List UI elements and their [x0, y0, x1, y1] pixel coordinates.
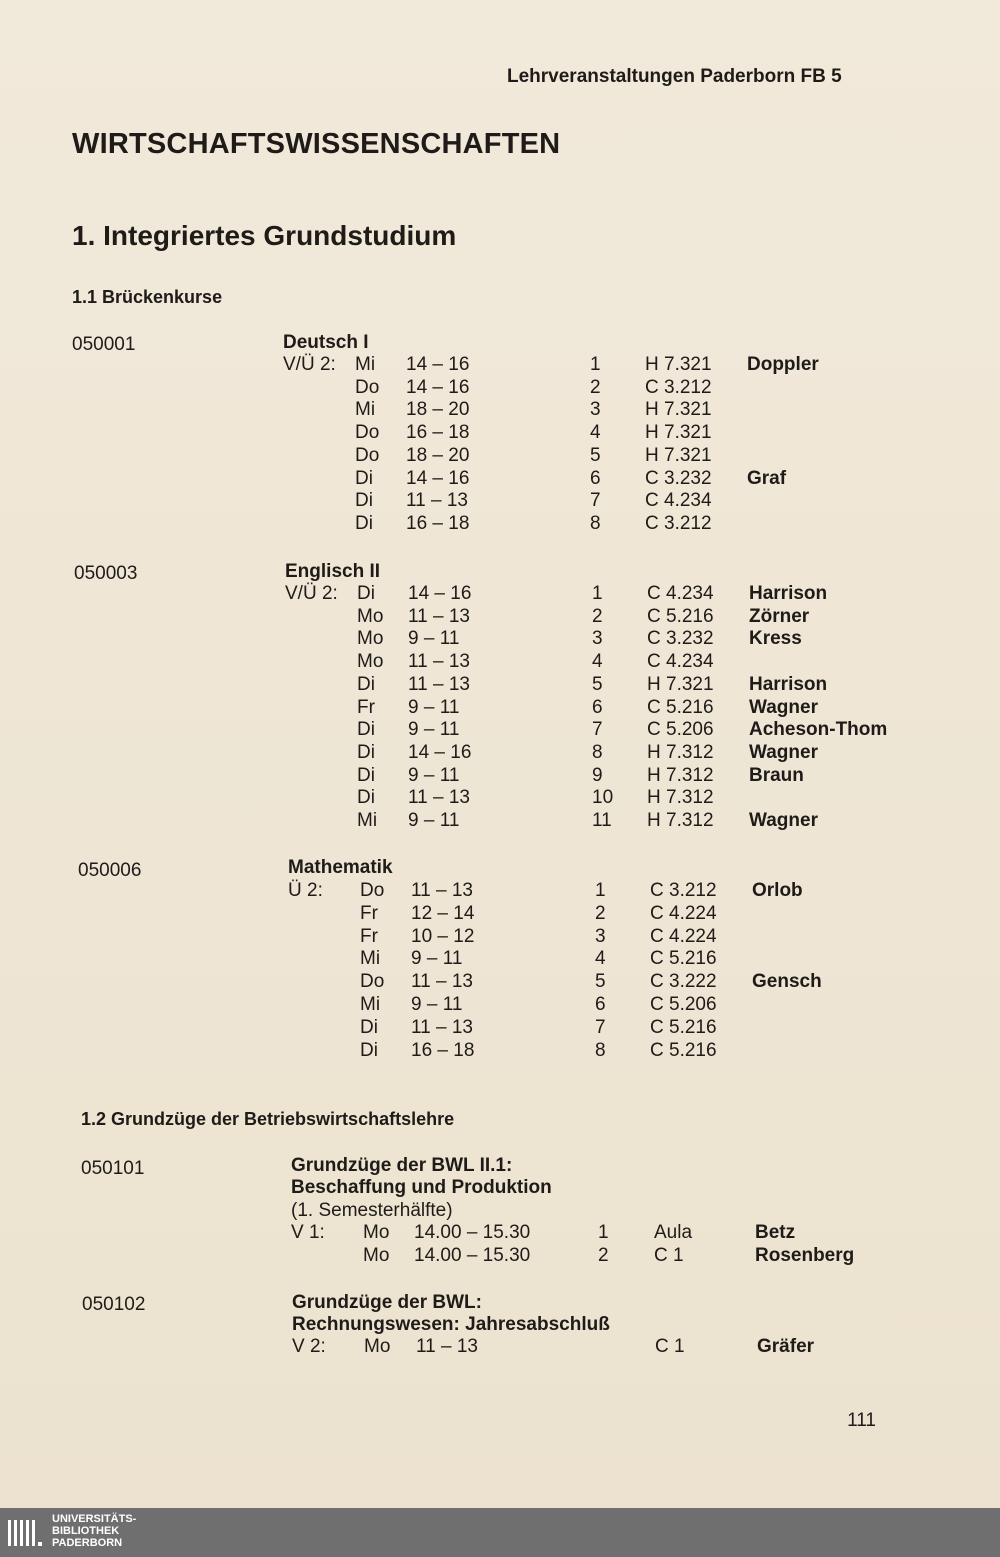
time-slot: 9 – 11 [408, 810, 460, 831]
room: H 7.321 [645, 422, 712, 444]
time-slot: 9 – 11 [408, 628, 460, 650]
group-number: 7 [590, 490, 601, 512]
course-type: V/Ü 2: [285, 583, 338, 604]
room: H 7.321 [647, 673, 714, 695]
weekday: Mo [363, 1244, 390, 1266]
group-number: 6 [590, 467, 601, 489]
lecturer: Gräfer [757, 1336, 815, 1357]
course-code: 050101 [81, 1158, 145, 1179]
group-number: 6 [592, 696, 603, 718]
course-type: V 2: [292, 1336, 326, 1357]
group-number: 2 [595, 902, 606, 924]
time-slot: 11 – 13 [408, 673, 470, 695]
weekday: Fr [360, 925, 378, 947]
weekday: Mi [360, 994, 381, 1015]
room: H 7.321 [645, 444, 712, 466]
weekday: Di [357, 719, 375, 741]
time-slot: 14 – 16 [408, 741, 472, 763]
course-title: Englisch II [285, 561, 381, 582]
course-title-line-2: Beschaffung und Produktion [291, 1177, 552, 1198]
weekday: Mi [355, 399, 376, 421]
time-slot: 11 – 13 [411, 1016, 473, 1038]
weekday: Mo [357, 628, 384, 650]
room: H 7.312 [647, 741, 714, 763]
lecturer: Orlob [752, 880, 803, 901]
library-logo-icon [6, 1516, 46, 1550]
time-slot: 14 – 16 [406, 467, 470, 489]
group-number: 2 [592, 605, 603, 627]
lecturer: Braun [749, 764, 804, 786]
time-slot: 11 – 13 [408, 787, 470, 809]
group-number: 8 [590, 512, 601, 534]
weekday: Mo [357, 605, 384, 627]
group-number: 5 [592, 673, 603, 695]
group-number: 1 [590, 354, 601, 375]
course-code: 050102 [82, 1294, 146, 1315]
room: C 4.224 [650, 925, 717, 947]
chapter-heading: 1. Integriertes Grundstudium [72, 220, 457, 251]
course-title: Deutsch I [283, 332, 369, 353]
room: C 3.222 [650, 971, 717, 993]
group-number: 1 [598, 1222, 609, 1243]
room: C 3.212 [645, 376, 712, 398]
weekday: Do [355, 422, 380, 444]
room: C 5.216 [647, 696, 714, 718]
weekday: Mo [364, 1336, 391, 1357]
lecturer: Doppler [747, 354, 819, 375]
course-note: (1. Semesterhälfte) [291, 1200, 453, 1221]
group-number: 2 [590, 376, 601, 398]
page-number: 111 [847, 1410, 876, 1431]
course-code: 050006 [78, 860, 142, 881]
course-type: Ü 2: [288, 880, 323, 901]
group-number: 3 [590, 399, 601, 421]
time-slot: 9 – 11 [408, 719, 460, 741]
time-slot: 9 – 11 [411, 948, 463, 970]
weekday: Di [357, 787, 375, 809]
room: C 4.234 [647, 651, 714, 673]
weekday: Mi [360, 948, 381, 970]
group-number: 9 [592, 764, 603, 786]
course-title: Grundzüge der BWL: [292, 1292, 482, 1313]
lecturer: Harrison [749, 583, 828, 604]
group-number: 3 [595, 925, 606, 947]
time-slot: 11 – 13 [406, 490, 468, 512]
lecturer: Zörner [749, 605, 810, 627]
room: H 7.312 [647, 787, 714, 809]
weekday: Di [360, 1039, 378, 1061]
group-number: 4 [595, 948, 606, 970]
lecturer: Kress [749, 628, 802, 650]
room: C 3.212 [645, 512, 712, 534]
lecturer: Wagner [749, 696, 818, 718]
lecturer: Betz [755, 1222, 796, 1243]
weekday: Di [357, 583, 375, 604]
room: C 4.234 [645, 490, 712, 512]
lecturer: Gensch [752, 971, 822, 993]
room: C 3.232 [645, 467, 712, 489]
course-title: Grundzüge der BWL II.1: [291, 1155, 513, 1176]
room: C 5.216 [650, 948, 717, 970]
weekday: Di [355, 467, 373, 489]
time-slot: 18 – 20 [406, 399, 470, 421]
weekday: Do [355, 376, 380, 398]
time-slot: 14 – 16 [408, 583, 472, 604]
library-logo-text: UNIVERSITÄTS- BIBLIOTHEK PADERBORN [52, 1513, 137, 1549]
weekday: Fr [360, 902, 378, 924]
weekday: Mo [357, 651, 384, 673]
room: C 3.212 [650, 880, 717, 901]
time-slot: 16 – 18 [411, 1039, 475, 1061]
lecturer: Graf [747, 467, 787, 489]
weekday: Mi [357, 810, 378, 831]
group-number: 5 [590, 444, 601, 466]
course-code: 050001 [72, 334, 136, 355]
group-number: 10 [592, 787, 614, 809]
section-heading: 1.1 Brückenkurse [72, 287, 223, 307]
course-title-line-2: Rechnungswesen: Jahresabschluß [292, 1314, 610, 1335]
group-number: 6 [595, 994, 606, 1015]
group-number: 3 [592, 628, 603, 650]
weekday: Do [360, 880, 385, 901]
room: H 7.321 [645, 399, 712, 421]
course-title: Mathematik [288, 857, 393, 878]
time-slot: 9 – 11 [411, 994, 463, 1015]
library-footer [0, 1508, 1000, 1557]
time-slot: 14.00 – 15.30 [414, 1244, 531, 1266]
group-number: 7 [592, 719, 603, 741]
group-number: 8 [592, 741, 603, 763]
group-number: 1 [595, 880, 606, 901]
time-slot: 12 – 14 [411, 902, 475, 924]
course-type: V 1: [291, 1222, 325, 1243]
time-slot: 11 – 13 [411, 971, 473, 993]
weekday: Do [360, 971, 385, 993]
time-slot: 14 – 16 [406, 354, 470, 375]
weekday: Di [360, 1016, 378, 1038]
room: C 1 [655, 1336, 685, 1357]
lecturer: Wagner [749, 810, 818, 831]
lecturer: Harrison [749, 673, 828, 695]
room: C 5.206 [650, 994, 717, 1015]
weekday: Di [355, 512, 373, 534]
weekday: Di [357, 741, 375, 763]
time-slot: 14.00 – 15.30 [414, 1222, 531, 1243]
room: C 5.206 [647, 719, 714, 741]
time-slot: 9 – 11 [408, 696, 460, 718]
room: C 5.216 [647, 605, 714, 627]
group-number: 2 [598, 1244, 609, 1266]
time-slot: 11 – 13 [411, 880, 473, 901]
room: C 5.216 [650, 1016, 717, 1038]
lecturer: Rosenberg [755, 1244, 855, 1266]
weekday: Di [355, 490, 373, 512]
group-number: 11 [592, 810, 612, 831]
room: Aula [654, 1222, 693, 1243]
room: C 5.216 [650, 1039, 717, 1061]
section-heading: 1.2 Grundzüge der Betriebswirtschaftslehre [81, 1109, 455, 1129]
page-title: WIRTSCHAFTSWISSENSCHAFTEN [72, 128, 561, 160]
time-slot: 11 – 13 [416, 1336, 478, 1357]
room: H 7.312 [647, 764, 714, 786]
group-number: 4 [592, 651, 603, 673]
weekday: Mo [363, 1222, 390, 1243]
time-slot: 11 – 13 [408, 605, 470, 627]
room: C 1 [654, 1244, 684, 1266]
time-slot: 10 – 12 [411, 925, 475, 947]
time-slot: 16 – 18 [406, 512, 470, 534]
group-number: 1 [592, 583, 603, 604]
room: C 3.232 [647, 628, 714, 650]
time-slot: 11 – 13 [408, 651, 470, 673]
lecturer: Wagner [749, 741, 818, 763]
course-code: 050003 [74, 563, 138, 584]
weekday: Di [357, 673, 375, 695]
time-slot: 14 – 16 [406, 376, 470, 398]
weekday: Do [355, 444, 380, 466]
group-number: 8 [595, 1039, 606, 1061]
time-slot: 18 – 20 [406, 444, 470, 466]
weekday: Di [357, 764, 375, 786]
lecturer: Acheson-Thom [749, 719, 888, 741]
group-number: 7 [595, 1016, 606, 1038]
room: H 7.321 [645, 354, 712, 375]
group-number: 4 [590, 422, 601, 444]
weekday: Fr [357, 696, 375, 718]
time-slot: 16 – 18 [406, 422, 470, 444]
room: H 7.312 [647, 810, 714, 831]
running-header: Lehrveranstaltungen Paderborn FB 5 [507, 66, 842, 87]
room: C 4.234 [647, 583, 714, 604]
weekday: Mi [355, 354, 376, 375]
group-number: 5 [595, 971, 606, 993]
course-type: V/Ü 2: [283, 354, 336, 375]
room: C 4.224 [650, 902, 717, 924]
time-slot: 9 – 11 [408, 764, 460, 786]
